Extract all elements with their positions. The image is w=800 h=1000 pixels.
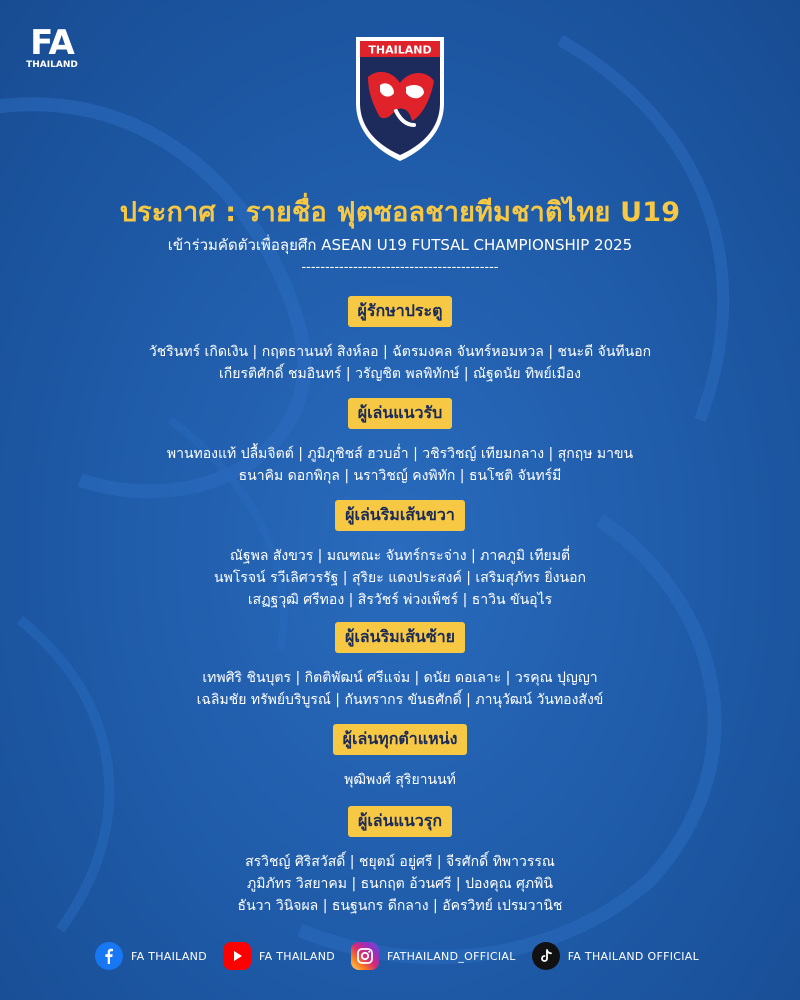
fa-logo-subtext: THAILAND xyxy=(26,60,78,70)
player-list xyxy=(0,769,800,791)
social-tiktok[interactable] xyxy=(532,942,705,970)
player-line: เทพศิริ ชินบุตร | กิตติพัฒน์ ศรีแจ่ม | ดนัย ดอเลาะ | วรคุณ ปุญญา xyxy=(202,670,598,686)
crest-label: THAILAND xyxy=(368,43,432,57)
section-heading: ผู้เล่นริมเส้นขวา xyxy=(335,500,465,531)
player-line: ธันวา วินิจผล | ธนฐนกร ดีกลาง | อัครวิทย์ เปรมวานิช xyxy=(237,898,563,914)
page-title: ประกาศ : รายชื่อ ฟุตซอลชายทีมชาติไทย U19 xyxy=(119,197,681,228)
player-line: เกียรติศักดิ์ ชมอินทร์ | วรัญชิต พลพิทักษ์ | ณัฐดนัย ทิพย์เมือง xyxy=(219,366,581,382)
divider: ------------------------------------------ xyxy=(301,260,499,275)
section-heading: ผู้เล่นริมเส้นซ้าย xyxy=(335,622,465,653)
fa-thailand-logo xyxy=(22,23,82,71)
section-defenders xyxy=(0,398,800,487)
fa-logo-text: FA xyxy=(30,23,74,63)
social-label: FA THAILAND xyxy=(258,949,335,963)
player-list xyxy=(0,545,800,611)
instagram-icon xyxy=(351,942,379,970)
social-links xyxy=(0,940,800,972)
player-list xyxy=(0,851,800,917)
player-list xyxy=(0,341,800,385)
player-line: พานทองแท้ ปลื้มจิตต์ | ภูมิภูชิชส์ ฮวบอ่ำ | วชิรวิชญ์ เทียมกลาง | สุกฤษ มาขน xyxy=(166,446,634,462)
section-left-wingers xyxy=(0,622,800,711)
social-facebook[interactable] xyxy=(95,942,213,970)
section-goalkeepers xyxy=(0,296,800,385)
page-subtitle: เข้าร่วมคัดตัวเพื่อลุยศึก ASEAN U19 FUTSAL CHAMPIONSHIP 2025 xyxy=(167,236,633,254)
player-line: เฉลิมชัย ทรัพย์บริบูรณ์ | กันทรากร ขันธศักดิ์ | ภานุวัฒน์ วันทองสังข์ xyxy=(196,692,604,708)
player-line: ภูมิภัทร วิสยาคม | ธนกฤต อ้วนศรี | ปองคุณ ศุภพินิ xyxy=(247,876,553,892)
social-label: FATHAILAND_OFFICIAL xyxy=(387,949,516,963)
tiktok-icon xyxy=(532,942,560,970)
player-line: ณัฐพล สังขวร | มณฑณะ จันทร์กระจ่าง | ภาคภูมิ เทียมตี่ xyxy=(229,548,571,564)
section-heading: ผู้เล่นทุกตำแหน่ง xyxy=(333,724,468,755)
section-all-positions xyxy=(0,724,800,791)
section-heading: ผู้เล่นแนวรุก xyxy=(348,806,452,837)
player-list xyxy=(0,443,800,487)
player-line: ธนาคิม ดอกพิกุล | นราวิชญ์ คงพิทัก | ธนโชติ จันทร์มี xyxy=(238,468,562,484)
player-line: พุฒิพงศ์ สุริยานนท์ xyxy=(344,772,456,788)
section-attackers xyxy=(0,806,800,917)
section-right-wingers xyxy=(0,500,800,611)
section-heading: ผู้รักษาประตู xyxy=(348,296,453,327)
thailand-national-team-crest xyxy=(350,33,450,163)
player-line: เสฏฐวุฒิ ศรีทอง | สิรวัชร์ พ่วงเพ็ชร์ | ธาวิน ขันอุไร xyxy=(247,592,553,608)
player-line: สรวิชญ์ ศิริสวัสดิ์ | ชยุตม์ อยู่ศรี | จีรศักดิ์ ทิพาวรรณ xyxy=(245,854,555,870)
player-list xyxy=(0,667,800,711)
youtube-icon xyxy=(223,942,251,970)
social-label: FA THAILAND OFFICIAL xyxy=(567,949,700,963)
social-youtube[interactable] xyxy=(223,942,341,970)
social-label: FA THAILAND xyxy=(130,949,207,963)
facebook-icon xyxy=(95,942,123,970)
player-line: นพโรจน์ รวีเลิศวรรัฐ | สุริยะ แดงประสงค์ | เสริมสุภัทร ยิ่งนอก xyxy=(214,570,586,586)
section-heading: ผู้เล่นแนวรับ xyxy=(348,398,453,429)
player-line: วัชรินทร์ เกิดเงิน | กฤตธานนท์ สิงห์ลอ | ฉัตรมงคล จันทร์หอมหวล | ชนะดี จันทีนอก xyxy=(148,344,652,360)
social-instagram[interactable] xyxy=(351,942,522,970)
